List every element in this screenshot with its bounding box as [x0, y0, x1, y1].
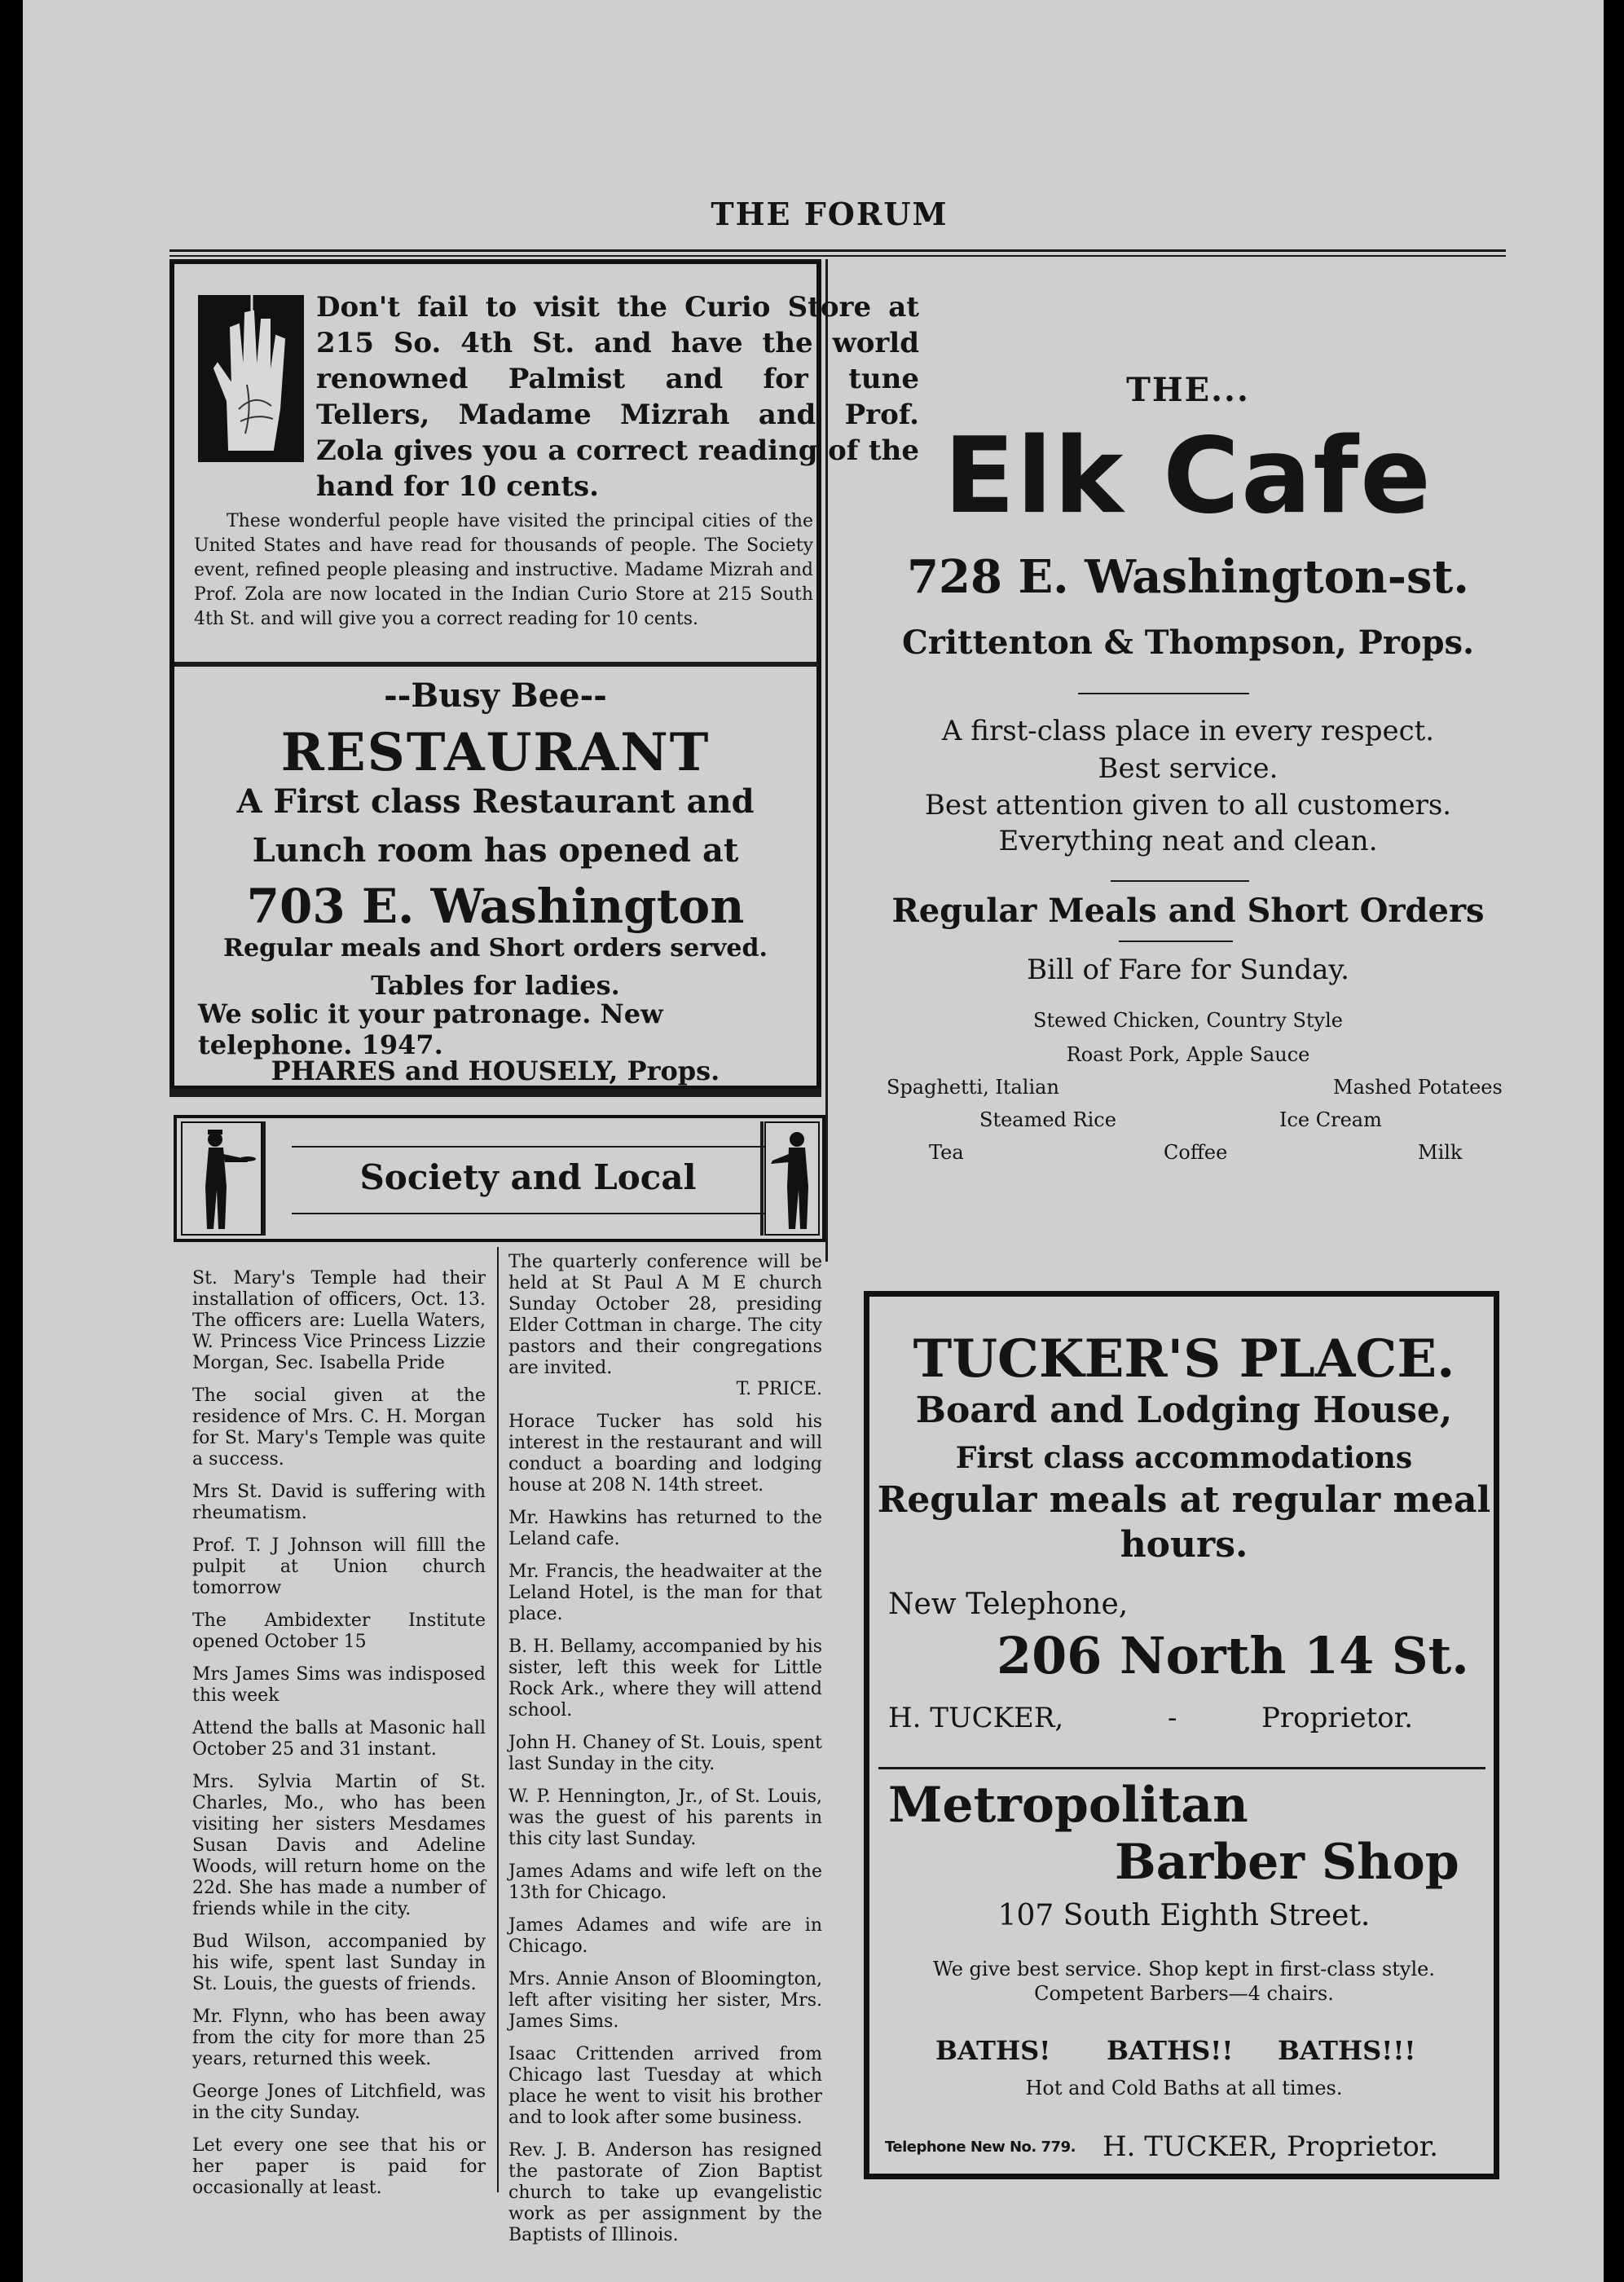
- barber-line2: Competent Barbers—4 chairs.: [1034, 1982, 1334, 2005]
- busy-bee-title: RESTAURANT: [280, 722, 711, 783]
- busy-bee-line2: Lunch room has opened at: [252, 831, 739, 870]
- elk-line1: A first-class place in every respect.: [941, 715, 1435, 747]
- elk-rule: [1119, 941, 1233, 942]
- menu-item: Mashed Potatees: [1333, 1076, 1503, 1099]
- news-item: The social given at the residence of Mrs. C. H. Morgan for St. Mary's Temple was quite a success.: [192, 1386, 486, 1469]
- curio-body: These wonderful people have visited the principal cities of the United States and have read for thousands of people. The Society event, refined people pleasing and instructive. Madame Mizrah and Prof. Zola are now located in the Indian Curio Store at 215 South 4th St. and will give you a correct reading for 10 cents.: [194, 511, 813, 629]
- busy-bee-props: PHARES and HOUSELY, Props.: [271, 1055, 720, 1086]
- news-item: Mr. Francis, the headwaiter at the Leland Hotel, is the man for that place.: [508, 1562, 822, 1624]
- news-item: Bud Wilson, accompanied by his wife, spent last Sunday in St. Louis, the guests of friends.: [192, 1932, 486, 1994]
- news-signature: T. PRICE.: [736, 1379, 822, 1399]
- tucker-name: TUCKER'S PLACE.: [913, 1328, 1455, 1390]
- elk-rule: [1078, 693, 1249, 694]
- tucker-telephone: New Telephone,: [888, 1588, 1129, 1621]
- masthead-rule: [169, 249, 1506, 252]
- news-item: B. H. Bellamy, accompanied by his sister, left this week for Little Rock Ark., where they will attend school.: [508, 1637, 822, 1720]
- barber-owner: H. TUCKER, Proprietor.: [1102, 2130, 1439, 2163]
- banner-divider: [262, 1121, 266, 1236]
- waiter-figure-icon: [764, 1121, 820, 1236]
- busy-bee-line3: Regular meals and Short orders served.: [223, 934, 768, 963]
- elk-meals: Regular Meals and Short Orders: [891, 892, 1485, 930]
- ad-separator: [878, 1767, 1485, 1769]
- menu-item: Coffee: [1164, 1141, 1228, 1164]
- barber-baths-1: BATHS!: [935, 2035, 1051, 2066]
- news-item: Mrs. Annie Anson of Bloomington, left after visiting her sister, Mrs. James Sims.: [508, 1969, 822, 2032]
- tucker-line4: hours.: [1120, 1524, 1248, 1566]
- newspaper-page: [23, 0, 1604, 2282]
- society-title: Society and Local: [359, 1157, 697, 1197]
- tucker-address: 206 North 14 St.: [997, 1626, 1469, 1685]
- elk-line2: Best service.: [1098, 752, 1279, 785]
- elk-line4: Everything neat and clean.: [998, 825, 1378, 857]
- news-item: Mr. Flynn, who has been away from the city for more than 25 years, returned this week.: [192, 2007, 486, 2069]
- curio-headline-part: [316, 289, 919, 504]
- tucker-owner: H. TUCKER,: [888, 1702, 1064, 1734]
- elk-address: 728 E. Washington-st.: [907, 550, 1469, 604]
- menu-item: Roast Pork, Apple Sauce: [1066, 1043, 1310, 1066]
- busy-bee-line1: A First class Restaurant and: [236, 782, 755, 821]
- barber-baths-2: BATHS!!: [1107, 2035, 1234, 2066]
- news-item: Horace Tucker has sold his interest in the restaurant and will conduct a boarding and lodging house at 208 N. 14th street.: [508, 1412, 822, 1496]
- elk-bill: Bill of Fare for Sunday.: [1027, 954, 1349, 986]
- news-item: Let every one see that his or her paper is paid for occasionally at least.: [192, 2135, 486, 2198]
- busy-bee-bottom-rule: [169, 1089, 821, 1097]
- barber-baths-3: BATHS!!!: [1278, 2035, 1416, 2066]
- tucker-dash: -: [1168, 1702, 1177, 1734]
- busy-bee-line5: We solic it your patronage. New telephone. 1947.: [198, 998, 663, 1060]
- news-item: Mrs St. David is suffering with rheumatism.: [192, 1482, 486, 1523]
- masthead-rule-thin: [169, 255, 1506, 257]
- busy-bee-name: --Busy Bee--: [384, 676, 607, 715]
- menu-item: Stewed Chicken, Country Style: [1033, 1009, 1343, 1032]
- barber-address: 107 South Eighth Street.: [997, 1899, 1371, 1932]
- news-item: Mrs. Sylvia Martin of St. Charles, Mo., who has been visiting her sisters Mesdames Susan Davis and Adeline Woods, will return home on the 22d. She has made a number of friends while in the city.: [192, 1772, 486, 1919]
- tucker-role: Proprietor.: [1261, 1702, 1414, 1734]
- news-item: George Jones of Litchfield, was in the city Sunday.: [192, 2082, 486, 2123]
- tucker-line2: First class accommodations: [955, 1441, 1413, 1475]
- menu-item: Milk: [1418, 1141, 1463, 1164]
- news-item: The quarterly conference will be held at St Paul A M E church Sunday October 28, presiding Elder Cottman in charge. The city pastors and their congregations are invited.: [508, 1252, 822, 1378]
- banner-inner-rule: [292, 1146, 764, 1148]
- news-item: Prof. T. J Johnson will filll the pulpit at Union church tomorrow: [192, 1535, 486, 1598]
- society-column-1: [192, 1268, 486, 2210]
- news-item: James Adames and wife are in Chicago.: [508, 1915, 822, 1957]
- elk-the: THE...: [1126, 371, 1250, 409]
- society-column-2: [508, 1252, 822, 2258]
- barber-name-2: Barber Shop: [1115, 1834, 1459, 1891]
- banner-divider: [760, 1121, 764, 1236]
- banner-inner-rule: [292, 1213, 764, 1214]
- news-item: James Adams and wife left on the 13th for Chicago.: [508, 1861, 822, 1903]
- news-column-divider: [497, 1247, 499, 2192]
- barber-line1: We give best service. Shop kept in first-class style.: [932, 1958, 1435, 1980]
- tucker-line3: Regular meals at regular meal: [877, 1479, 1491, 1521]
- barber-line3: Hot and Cold Baths at all times.: [1025, 2077, 1343, 2099]
- barber-name-1: Metropolitan: [888, 1777, 1248, 1834]
- menu-item: Ice Cream: [1279, 1108, 1382, 1131]
- news-item: Attend the balls at Masonic hall October 25 and 31 instant.: [192, 1718, 486, 1760]
- masthead: THE FORUM: [711, 196, 948, 232]
- menu-item: Steamed Rice: [979, 1108, 1116, 1131]
- news-item: W. P. Hennington, Jr., of St. Louis, was the guest of his parents in this city last Sunday.: [508, 1786, 822, 1849]
- news-item: The Ambidexter Institute opened October 15: [192, 1610, 486, 1652]
- elk-name: Elk Cafe: [944, 416, 1433, 537]
- tucker-line1: Board and Lodging House,: [915, 1390, 1453, 1431]
- news-item: Isaac Crittenden arrived from Chicago last Tuesday at which place he went to visit his brother and to look after some business.: [508, 2044, 822, 2128]
- menu-item: Tea: [929, 1141, 964, 1164]
- news-item: Rev. J. B. Anderson has resigned the pastorate of Zion Baptist church to take up evangelistic work as per assignment by the Baptists of Illinois.: [508, 2140, 822, 2245]
- curio-headline: Don't fail to visit the Curio Store at 215 So. 4th St. and have the world renowned Palmist and for tune Tellers, Madame Mizrah and Prof. Zola gives you a correct reading of the hand for 10 cents.: [316, 291, 919, 503]
- busy-bee-address: 703 E. Washington: [246, 879, 745, 934]
- ad-separator: [174, 662, 818, 667]
- news-item: John H. Chaney of St. Louis, spent last Sunday in the city.: [508, 1733, 822, 1774]
- barber-telephone: Telephone New No. 779.: [885, 2139, 1076, 2156]
- news-item: Mr. Hawkins has returned to the Leland cafe.: [508, 1508, 822, 1549]
- elk-line3: Best attention given to all customers.: [924, 789, 1452, 822]
- menu-item: Spaghetti, Italian: [887, 1076, 1059, 1099]
- elk-props: Crittenton & Thompson, Props.: [902, 623, 1474, 662]
- waiter-figure-icon: [181, 1121, 262, 1236]
- busy-bee-line4: Tables for ladies.: [371, 970, 620, 1001]
- news-item: St. Mary's Temple had their installation of officers, Oct. 13. The officers are: Luella Waters, W. Princess Vice Princess Lizzie Morgan, Sec. Isabella Pride: [192, 1268, 486, 1373]
- elk-rule: [1111, 880, 1249, 882]
- news-item: Mrs James Sims was indisposed this week: [192, 1664, 486, 1706]
